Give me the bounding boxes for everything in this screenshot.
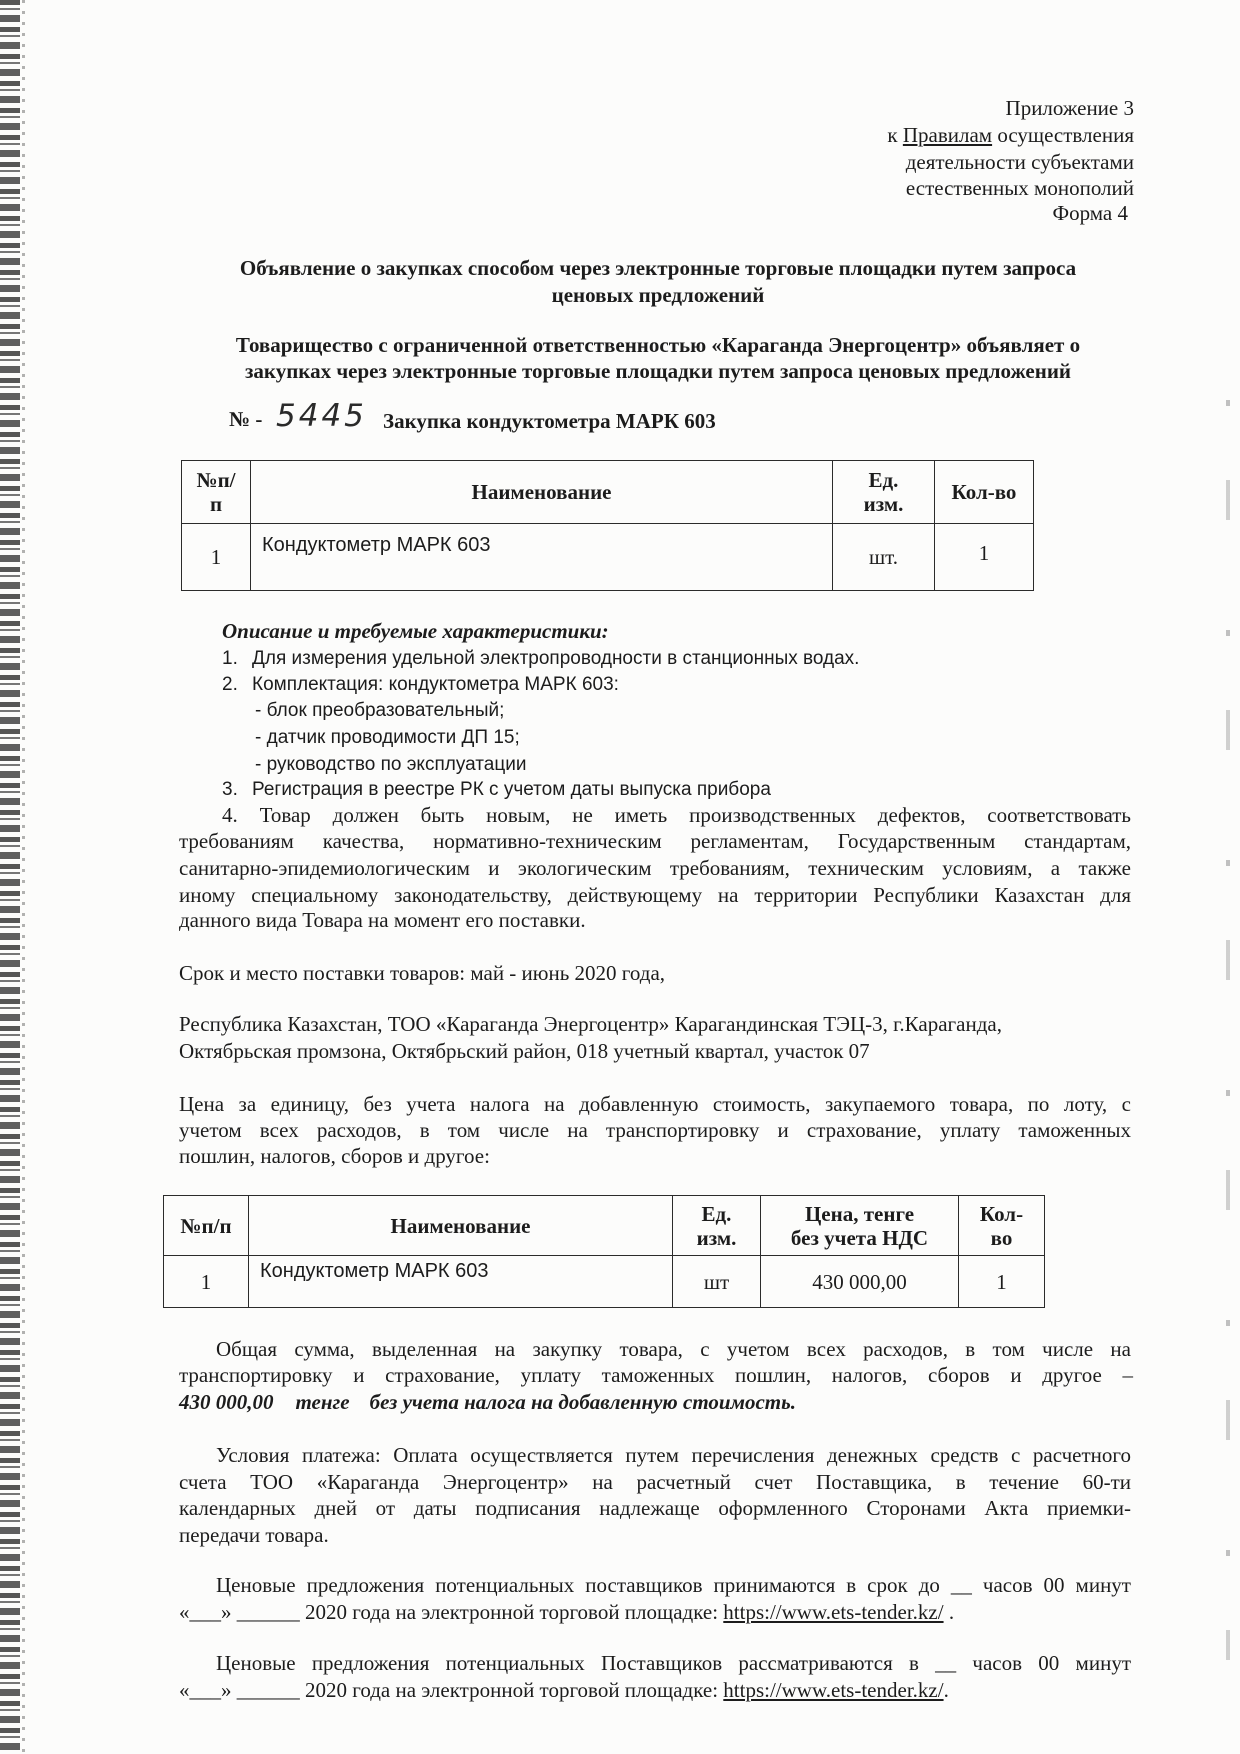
row-unit: шт <box>673 1256 761 1308</box>
item4-line: иному специальному законодательству, действующему на территории Республики Казахстан для <box>179 883 1131 907</box>
total-currency: тенге <box>295 1390 350 1414</box>
item4-line: санитарно-эпидемиологическим и экологическим требованиям, техническим условиям, а также <box>179 856 1131 880</box>
payment-line: Условия платежа: Оплата осуществляется путем перечисления денежных средств с расчетного <box>216 1443 1131 1467</box>
table-row <box>182 524 1034 591</box>
payment-line: календарных дней от даты подписания надлежаще оформленного Сторонами Акта приемки- <box>179 1496 1131 1520</box>
header-no-line-2: п <box>209 492 223 516</box>
header-no <box>182 461 251 524</box>
list-item <box>222 776 771 803</box>
header-unit-line-1: Ед. <box>701 1201 732 1226</box>
scan-edge-right-artifact <box>1226 360 1230 1660</box>
announcer-line-2: закупках через электронные торговые площадки путем запроса ценовых предложений <box>244 359 1072 383</box>
total-line: транспортировку и страхование, уплату таможенных пошлин, налогов, сборов и другое – <box>179 1363 1133 1387</box>
list-item <box>222 645 859 672</box>
items-table-header <box>182 461 1034 524</box>
row-name: Кондуктометр МАРК 603 <box>249 1256 673 1308</box>
rules-prefix: к <box>887 123 903 147</box>
header-no: №п/п <box>164 1196 249 1256</box>
list-item-text: Для измерения удельной электропроводности в станционных водах. <box>252 648 860 669</box>
appendix-number: Приложение 3 <box>1005 96 1134 120</box>
total-vat-note: без учета налога на добавленную стоимость. <box>369 1390 796 1414</box>
price-table <box>163 1195 1045 1308</box>
review-url-link[interactable]: https://www.ets-tender.kz/ <box>723 1678 944 1702</box>
delivery-place-line: Республика Казахстан, ТОО «Караганда Энергоцентр» Карагандинская ТЭЦ-3, г.Караганда, <box>179 1012 1002 1036</box>
total-amount-line <box>179 1389 796 1416</box>
total-line: Общая сумма, выделенная на закупку товара, с учетом всех расходов, в том числе на <box>216 1337 1131 1361</box>
header-unit <box>673 1196 761 1256</box>
list-item-text: Регистрация в реестре РК с учетом даты выпуска прибора <box>252 779 771 800</box>
kit-item: - руководство по эксплуатации <box>255 754 527 775</box>
delivery-place-line: Октябрьская промзона, Октябрьский район, 018 учетный квартал, участок 07 <box>179 1039 870 1063</box>
acceptance-date-text: «___» ______ 2020 года на электронной торговой площадке: <box>179 1600 724 1624</box>
list-item <box>222 671 619 698</box>
price-intro-line: Цена за единицу, без учета налога на добавленную стоимость, закупаемого товара, по лоту, с <box>179 1092 1131 1116</box>
price-table-header <box>164 1196 1045 1256</box>
row-name: Кондуктометр МАРК 603 <box>251 524 833 591</box>
rules-reference <box>887 122 1134 149</box>
row-unit: шт. <box>833 524 935 591</box>
item4-line: требованиям качества, нормативно-техническим регламентам, Государственным стандартам, <box>179 829 1131 853</box>
list-item-number: 2. <box>222 674 238 695</box>
header-activity: деятельности субъектами <box>905 150 1134 174</box>
total-amount: 430 000,00 <box>179 1390 274 1414</box>
lot-number-handwritten: 5445 <box>276 398 367 434</box>
scan-edge-left-artifact <box>0 0 20 1754</box>
kit-item: - датчик проводимости ДП 15; <box>255 727 520 748</box>
list-item-text: Комплектация: кондуктометра МАРК 603: <box>252 674 619 695</box>
acceptance-suffix: . <box>943 1600 955 1624</box>
header-qty <box>959 1196 1045 1256</box>
scan-edge-left-artifact-thin <box>22 0 25 1754</box>
form-number: Форма 4 <box>1052 201 1128 225</box>
items-table <box>181 460 1034 591</box>
header-name: Наименование <box>251 461 833 524</box>
delivery-term: Срок и место поставки товаров: май - июнь 2020 года, <box>179 961 666 985</box>
header-unit <box>833 461 935 524</box>
rules-link[interactable]: Правилам <box>902 123 993 147</box>
header-qty-line-2: во <box>990 1225 1013 1250</box>
row-no: 1 <box>164 1256 249 1308</box>
review-line-1: Ценовые предложения потенциальных Поставщиков рассматриваются в __ часов 00 минут <box>216 1651 1131 1675</box>
row-price: 430 000,00 <box>761 1256 959 1308</box>
header-no-line-1: №п/ <box>196 468 236 492</box>
document-title-line-1: Объявление о закупках способом через электронные торговые площадки путем запроса <box>239 256 1077 280</box>
row-qty: 1 <box>935 524 1034 591</box>
acceptance-line-1: Ценовые предложения потенциальных поставщиков принимаются в срок до __ часов 00 минут <box>216 1573 1131 1597</box>
lot-prefix: № - <box>229 407 263 431</box>
header-price-line-2: без учета НДС <box>790 1225 929 1250</box>
announcer-line-1: Товарищество с ограниченной ответственностью «Караганда Энергоцентр» объявляет о <box>235 333 1081 357</box>
header-monopolies: естественных монополий <box>905 176 1134 200</box>
list-item-number: 3. <box>222 779 238 800</box>
item4-line: данного вида Товара на момент его поставки. <box>179 908 586 932</box>
kit-item: - блок преобразовательный; <box>255 700 505 721</box>
header-name: Наименование <box>249 1196 673 1256</box>
description-heading: Описание и требуемые характеристики: <box>222 619 609 643</box>
review-date-text: «___» ______ 2020 года на электронной торговой площадке: <box>179 1678 724 1702</box>
header-price <box>761 1196 959 1256</box>
payment-line: счета ТОО «Караганда Энергоцентр» на расчетный счет Поставщика, в течение 60-ти <box>179 1470 1131 1494</box>
review-suffix: . <box>943 1678 949 1702</box>
list-item-number: 1. <box>222 648 238 669</box>
payment-line: передачи товара. <box>179 1523 329 1547</box>
header-qty-line-1: Кол- <box>979 1201 1024 1226</box>
acceptance-url-link[interactable]: https://www.ets-tender.kz/ <box>723 1600 944 1624</box>
row-no: 1 <box>182 524 251 591</box>
header-unit-line-2: изм. <box>696 1225 737 1250</box>
item4-line: 4. Товар должен быть новым, не иметь производственных дефектов, соответствовать <box>222 803 1131 827</box>
review-line-2 <box>179 1677 949 1704</box>
row-qty: 1 <box>959 1256 1045 1308</box>
lot-title: Закупка кондуктометра МАРК 603 <box>383 409 716 433</box>
header-unit-line-2: изм. <box>863 492 904 516</box>
price-intro-line: пошлин, налогов, сборов и другое: <box>179 1144 490 1168</box>
acceptance-line-2 <box>179 1599 954 1626</box>
table-row <box>164 1256 1045 1308</box>
rules-suffix: осуществления <box>992 123 1134 147</box>
price-intro-line: учетом всех расходов, в том числе на транспортировку и страхование, уплату таможенных <box>179 1118 1131 1142</box>
header-qty: Кол-во <box>935 461 1034 524</box>
header-price-line-1: Цена, тенге <box>804 1201 915 1226</box>
document-title-line-2: ценовых предложений <box>551 283 765 307</box>
header-unit-line-1: Ед. <box>868 468 899 492</box>
